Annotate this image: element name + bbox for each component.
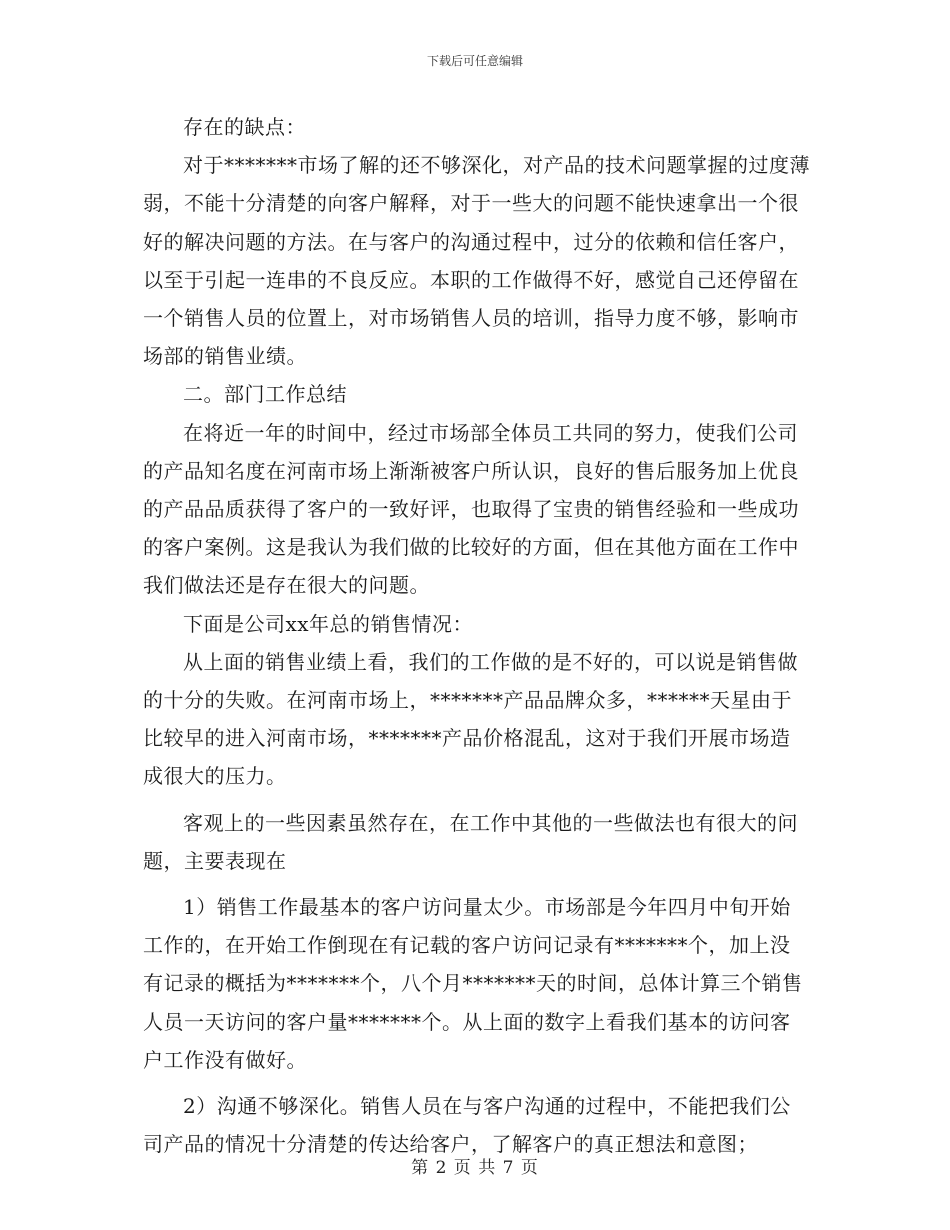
document-body xyxy=(143,108,810,1163)
paragraph-shortcomings: 对于*******市场了解的还不够深化，对产品的技术问题掌握的过度薄弱，不能十分清楚的向客户解释，对于一些大的问题不能快速拿出一个很好的解决问题的方法。在与客户的沟通过程中，过分的依赖和信任客户，以至于引起一连串的不良反应。本职的工作做得不好，感觉自己还停留在一个销售人员的位置上，对市场销售人员的培训，指导力度不够，影响市场部的销售业绩。 xyxy=(143,153,810,369)
paragraph-problems-intro: 客观上的一些因素虽然存在，在工作中其他的一些做法也有很大的问题，主要表现在 xyxy=(143,810,798,873)
paragraph-shortcomings-heading: 存在的缺点： xyxy=(183,115,306,139)
paragraph-sales-intro: 下面是公司xx年总的销售情况： xyxy=(183,611,474,636)
paragraph-section-two-heading: 二。部门工作总结 xyxy=(183,382,347,407)
paragraph-problem-two: 2）沟通不够深化。销售人员在与客户沟通的过程中，不能把我们公司产品的情况十分清楚的传达给客户，了解客户的真正想法和意图； xyxy=(143,1094,791,1157)
paragraph-problem-one: 1）销售工作最基本的客户访问量太少。市场部是今年四月中旬开始工作的，在开始工作倒现在有记载的客户访问记录有*******个，加上没有记录的概括为*******个，八个月*******天的时间，总体计算三个销售人员一天访问的客户量*******个。从上面的数字上看我们基本的访问客户工作没有做好。 xyxy=(143,895,803,1072)
page-header-note: 下载后可任意编辑 xyxy=(426,54,523,68)
paragraph-department-summary: 在将近一年的时间中，经过市场部全体员工共同的努力，使我们公司的产品知名度在河南市场上渐渐被客户所认识，良好的售后服务加上优良的产品品质获得了客户的一致好评，也取得了宝贵的销售经验和一些成功的客户案例。这是我认为我们做的比较好的方面，但在其他方面在工作中我们做法还是存在很大的问题。 xyxy=(143,420,799,598)
page-number-footer: 第 2 页 共 7 页 xyxy=(411,1158,539,1178)
paragraph-sales-analysis: 从上面的销售业绩上看，我们的工作做的是不好的，可以说是销售做的十分的失败。在河南市场上，*******产品品牌众多，******天星由于比较早的进入河南市场，*******产品价格混乱，这对于我们开展市场造成很大的压力。 xyxy=(143,649,798,789)
